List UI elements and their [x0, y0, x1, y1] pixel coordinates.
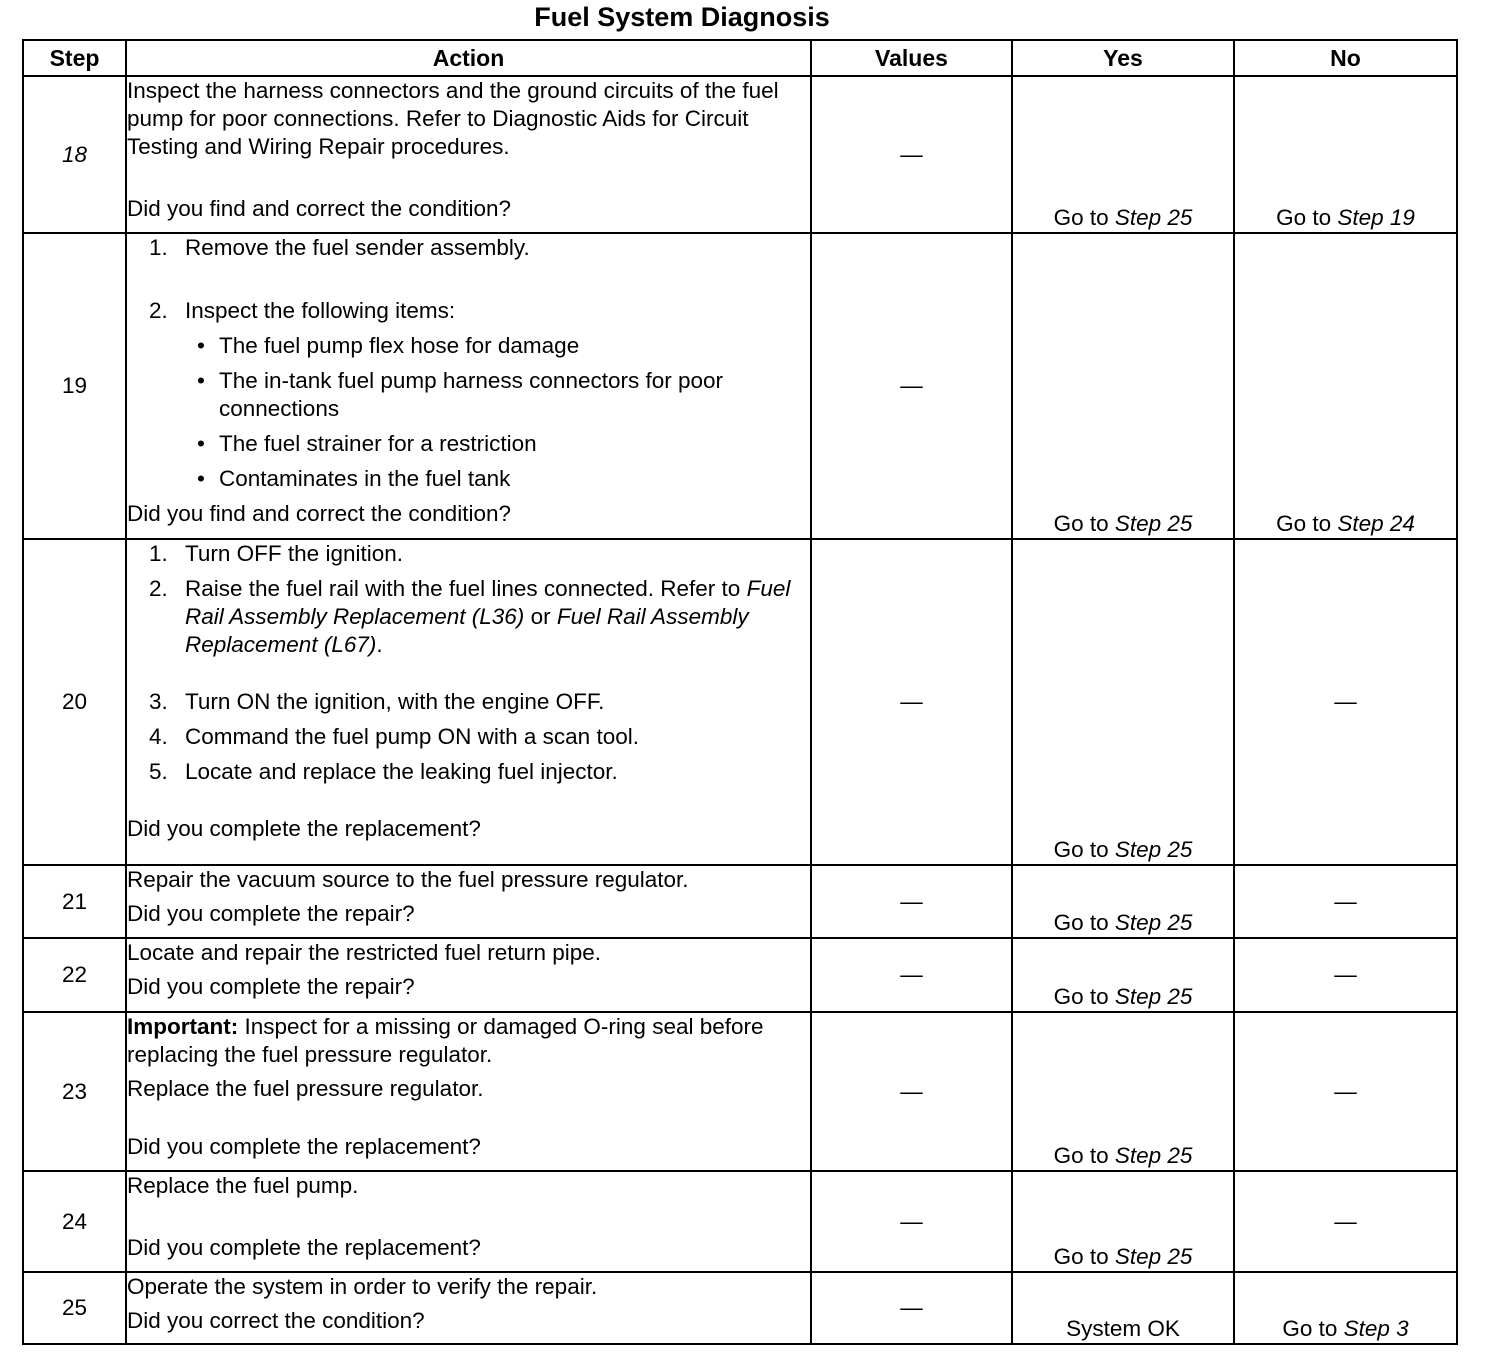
go-to-label: Go to: [1053, 205, 1109, 230]
step-number: 19: [23, 233, 126, 539]
question-text: Did you correct the condition?: [127, 1308, 425, 1333]
go-to-label: Go to: [1276, 205, 1332, 230]
step-number: 18: [23, 76, 126, 233]
no-cell: Go to Step 3: [1234, 1272, 1457, 1344]
table-row: [23, 938, 1457, 1012]
yes-cell: System OK: [1012, 1272, 1234, 1344]
yes-cell: [1012, 76, 1234, 233]
step-number: 21: [23, 865, 126, 938]
values-cell: —: [811, 1171, 1012, 1272]
no-cell: Go to Step 24: [1234, 233, 1457, 539]
step-link: Step 25: [1114, 910, 1193, 935]
action-cell: [126, 938, 811, 1012]
action-cell: [126, 76, 811, 233]
page-title: Fuel System Diagnosis: [534, 2, 830, 32]
table-row: [23, 865, 1457, 938]
action-text: Operate the system in order to verify the repair.: [127, 1274, 598, 1299]
question-text: Did you complete the repair?: [127, 901, 415, 926]
step-link: Step 25: [1114, 205, 1193, 230]
step-link: Step 19: [1337, 205, 1415, 230]
action-cell: [126, 865, 811, 938]
list-item: 3. Turn ON the ignition, with the engine OFF.: [149, 689, 605, 714]
step-link: Step 25: [1114, 1143, 1193, 1168]
action-cell: [126, 233, 811, 539]
list-item: 2. Raise the fuel rail with the fuel lines connected. Refer to Fuel Rail Assembly Replacement (L36) or Fuel Rail Assembly Replacement (L67).: [149, 576, 791, 657]
list-item: 4. Command the fuel pump ON with a scan tool.: [149, 724, 639, 749]
values-cell: —: [811, 76, 1012, 233]
header-no: No: [1234, 40, 1457, 76]
yes-cell: Go to Step 25: [1012, 233, 1234, 539]
list-item: 1. Turn OFF the ignition.: [149, 541, 404, 566]
yes-cell: Go to Step 25: [1012, 1171, 1234, 1272]
step-number: 22: [23, 938, 126, 1012]
no-cell: [1234, 76, 1457, 233]
no-cell: —: [1234, 539, 1457, 865]
header-action: Action: [126, 40, 811, 76]
action-cell: [126, 1012, 811, 1171]
yes-cell: Go to Step 25: [1012, 865, 1234, 938]
question-text: Did you complete the replacement?: [127, 1134, 481, 1159]
step-link: Step 25: [1114, 511, 1193, 536]
no-cell: —: [1234, 1171, 1457, 1272]
table-row: [23, 1272, 1457, 1344]
question-text: Did you complete the replacement?: [127, 816, 481, 841]
list-item: 1. Remove the fuel sender assembly.: [149, 235, 530, 260]
action-text: Repair the vacuum source to the fuel pressure regulator.: [127, 867, 689, 892]
yes-cell: Go to Step 25: [1012, 938, 1234, 1012]
values-cell: —: [811, 938, 1012, 1012]
table-header-row: [23, 40, 1457, 76]
header-yes: Yes: [1012, 40, 1234, 76]
table-row: [23, 1012, 1457, 1171]
values-cell: —: [811, 1272, 1012, 1344]
values-cell: —: [811, 865, 1012, 938]
action-cell: [126, 1171, 811, 1272]
important-note: Important: Inspect for a missing or damaged O-ring seal before replacing the fuel pressure regulator.: [127, 1014, 764, 1067]
question-text: Did you complete the repair?: [127, 974, 415, 999]
no-cell: —: [1234, 865, 1457, 938]
values-cell: —: [811, 539, 1012, 865]
action-text: Replace the fuel pressure regulator.: [127, 1076, 484, 1101]
question-text: Did you complete the replacement?: [127, 1235, 481, 1260]
action-text: Inspect the harness connectors and the ground circuits of the fuel pump for poor connections. Refer to Diagnostic Aids for Circuit Testing and Wiring Repair procedures.: [127, 78, 779, 159]
step-number: 20: [23, 539, 126, 865]
step-link: Step 3: [1343, 1316, 1409, 1341]
action-cell: [126, 539, 811, 865]
step-number: 24: [23, 1171, 126, 1272]
list-item: 2. Inspect the following items:: [149, 298, 456, 323]
values-cell: —: [811, 233, 1012, 539]
bullet-item: • The fuel pump flex hose for damage: [197, 333, 580, 358]
table-row: [23, 539, 1457, 865]
yes-cell: Go to Step 25: [1012, 1012, 1234, 1171]
header-step: Step: [23, 40, 126, 76]
yes-cell: Go to Step 25: [1012, 539, 1234, 865]
bullet-item: • The fuel strainer for a restriction: [197, 431, 537, 456]
bullet-item: • The in-tank fuel pump harness connectors for poor connections: [197, 368, 724, 421]
no-cell: —: [1234, 1012, 1457, 1171]
diagnosis-table: [22, 39, 1458, 1345]
values-cell: —: [811, 1012, 1012, 1171]
no-cell: —: [1234, 938, 1457, 1012]
table-row: [23, 76, 1457, 233]
table-row: [23, 233, 1457, 539]
bullet-item: • Contaminates in the fuel tank: [197, 466, 511, 491]
question-text: Did you find and correct the condition?: [127, 196, 511, 221]
question-text: Did you find and correct the condition?: [127, 501, 511, 526]
step-link: Step 25: [1114, 984, 1193, 1009]
list-item: 5. Locate and replace the leaking fuel injector.: [149, 759, 618, 784]
header-values: Values: [811, 40, 1012, 76]
step-link: Step 25: [1114, 837, 1193, 862]
table-row: [23, 1171, 1457, 1272]
step-link: Step 25: [1114, 1244, 1193, 1269]
step-link: Step 24: [1337, 511, 1415, 536]
step-number: 23: [23, 1012, 126, 1171]
action-cell: [126, 1272, 811, 1344]
action-text: Replace the fuel pump.: [127, 1173, 359, 1198]
step-number: 25: [23, 1272, 126, 1344]
action-text: Locate and repair the restricted fuel return pipe.: [127, 940, 602, 965]
